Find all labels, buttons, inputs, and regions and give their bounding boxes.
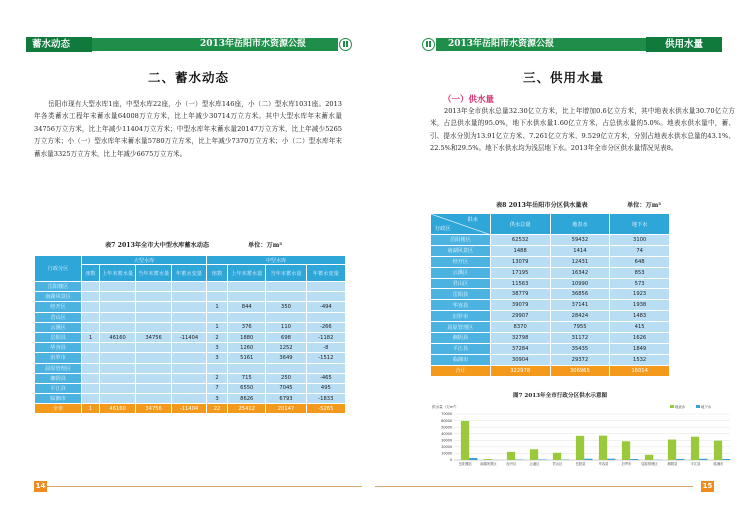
footer-rule	[44, 486, 362, 487]
table-cell: 32798	[490, 333, 550, 344]
table-cell	[100, 383, 136, 393]
table-cell: 715	[228, 373, 266, 383]
left-heading: 二、蓄水动态	[147, 70, 229, 85]
table-cell	[206, 282, 227, 292]
left-header-section: 蓄水动态	[26, 37, 92, 52]
table-cell	[136, 383, 172, 393]
row-name: 汨罗市	[35, 353, 82, 363]
table-cell: 1849	[610, 343, 670, 354]
table-cell: -465	[306, 373, 345, 383]
table-cell: 6550	[228, 383, 266, 393]
y-tick-label: 70000	[441, 412, 452, 417]
table-cell: 25412	[228, 404, 266, 414]
bar-ground	[538, 459, 546, 460]
table-cell: 7045	[266, 383, 306, 393]
table-cell: 8370	[490, 322, 550, 333]
table-cell	[306, 363, 345, 373]
bar-surface	[599, 436, 607, 460]
x-tick-label: 临湘市	[713, 462, 724, 466]
table-row	[35, 343, 346, 353]
bar-ground	[469, 458, 477, 460]
row-name: 君山区	[35, 312, 82, 322]
y-tick-label: 30000	[441, 438, 452, 443]
table-cell	[100, 322, 136, 332]
table-cell: 34756	[136, 332, 172, 342]
y-tick-label: 0	[449, 458, 452, 463]
table-cell: 62532	[490, 235, 550, 246]
legend-swatch	[670, 405, 674, 408]
table-total-row	[35, 404, 346, 414]
row-name: 岳阳县	[35, 332, 82, 342]
table-corner	[431, 214, 491, 235]
row-name: 平江县	[35, 383, 82, 393]
table-cell: 2	[206, 332, 227, 342]
row-name: 屈原管理区	[35, 363, 82, 373]
table-cell	[266, 312, 306, 322]
table-cell: -1512	[306, 353, 345, 363]
table-cell	[136, 353, 172, 363]
left-paragraph: 岳阳市现有大型水库1座，中型水库22座，小（一）型水库146座，小（二）型水库1031座。2013年各类蓄水工程年末蓄水量64008万立方米，比上年减少30714万立方米。其中大型水库年末蓄水量34756万立方米，比上年减少11404万立方米；中型水库年末蓄水量20147万立方米，比上年减少5265万立方米；小（一）型水库年末蓄水量5780万立方米，比上年减少7370万立方米；小（二）型水库年末蓄水量3325万立方米，比上年减少6675万立方米。	[34, 100, 342, 158]
legend-label: 地下水	[701, 405, 712, 409]
table-cell: 35435	[550, 343, 610, 354]
table-cell	[306, 292, 345, 302]
bar-surface	[461, 421, 469, 460]
water-logo-icon	[339, 38, 352, 51]
table-cell: 1626	[610, 333, 670, 344]
row-name: 南湖风景区	[431, 245, 491, 256]
table-cell: 3649	[266, 353, 306, 363]
right-page-number: 15	[702, 482, 713, 490]
legend-swatch	[696, 405, 700, 408]
table-row	[431, 343, 670, 354]
bar-surface	[622, 441, 630, 460]
table-cell	[172, 312, 207, 322]
table-cell: 74	[610, 245, 670, 256]
column-header: 当年末蓄水量	[266, 265, 306, 282]
left-header-title: 2013年岳阳市水资源公报	[92, 38, 338, 51]
table-cell	[228, 363, 266, 373]
table-cell: 1414	[550, 245, 610, 256]
table-cell: 31172	[550, 333, 610, 344]
table-cell	[136, 292, 172, 302]
water-logo-icon	[422, 38, 435, 51]
x-tick-label: 岳阳楼区	[458, 462, 473, 466]
table-cell: 1880	[228, 332, 266, 342]
table-cell: 1252	[266, 343, 306, 353]
table-cell: 17195	[490, 267, 550, 278]
table-cell: 1	[82, 332, 100, 342]
bar-ground	[699, 459, 707, 460]
left-table-unit: 单位：万m³	[248, 242, 283, 249]
bar-surface	[714, 441, 722, 460]
table-row	[35, 282, 346, 292]
table-cell	[100, 292, 136, 302]
table-cell: 16342	[550, 267, 610, 278]
column-header: 上年末蓄水量	[228, 265, 266, 282]
column-header: 年蓄水变量	[172, 265, 207, 282]
column-header: 上年末蓄水量	[100, 265, 136, 282]
table-cell: 37284	[490, 343, 550, 354]
row-name: 湘阴县	[431, 333, 491, 344]
table-cell	[306, 282, 345, 292]
table-cell: 1938	[610, 300, 670, 311]
table-cell	[266, 282, 306, 292]
column-header: 座数	[206, 265, 227, 282]
table-cell: 10990	[550, 278, 610, 289]
table-cell: 22	[206, 404, 227, 414]
x-tick-label: 屈原管理区	[641, 462, 658, 466]
table-total-row	[431, 365, 670, 376]
table-cell: -11404	[172, 404, 207, 414]
table-cell	[82, 282, 100, 292]
right-subheading: （一）供水量	[443, 95, 495, 105]
table-cell	[306, 312, 345, 322]
corner-bottom-label: 行政区	[435, 226, 451, 232]
table-cell	[82, 312, 100, 322]
row-name: 岳阳县	[431, 289, 491, 300]
table-cell: 322978	[490, 365, 550, 376]
table-cell: 853	[610, 267, 670, 278]
table-cell: 844	[228, 302, 266, 312]
table-cell: 1	[82, 404, 100, 414]
water-supply-table	[430, 213, 670, 377]
x-tick-label: 经开区	[506, 462, 517, 466]
table-cell: -266	[306, 322, 345, 332]
supply-bar-chart	[430, 402, 735, 476]
table-cell: 20147	[266, 404, 306, 414]
table-cell	[172, 302, 207, 312]
row-name: 湘阴县	[35, 373, 82, 383]
table-cell: 306965	[550, 365, 610, 376]
right-header-section: 供用水量	[646, 37, 722, 52]
table-corner: 行政分区	[35, 256, 82, 282]
table-row	[431, 289, 670, 300]
bar-ground	[584, 459, 592, 460]
row-name: 岳阳楼区	[35, 282, 82, 292]
table-row	[35, 353, 346, 363]
table-cell: -8	[306, 343, 345, 353]
x-tick-label: 湘阴县	[667, 462, 678, 466]
table-cell	[82, 322, 100, 332]
bar-ground	[676, 459, 684, 460]
table-cell: 415	[610, 322, 670, 333]
table-row	[431, 245, 670, 256]
table-cell	[82, 302, 100, 312]
table-cell: 1260	[228, 343, 266, 353]
y-tick-label: 20000	[441, 445, 452, 450]
left-table-caption: 表7 2013年全市大中型水库蓄水动态	[105, 242, 210, 249]
table-cell	[100, 353, 136, 363]
table-cell	[136, 363, 172, 373]
table-cell	[136, 373, 172, 383]
table-cell: 698	[266, 332, 306, 342]
table-row	[35, 394, 346, 404]
y-tick-label: 10000	[441, 451, 452, 456]
table-cell	[136, 312, 172, 322]
row-name: 临湘市	[431, 354, 491, 365]
x-tick-label: 华容县	[598, 462, 609, 466]
table-cell	[100, 343, 136, 353]
table-row	[35, 373, 346, 383]
x-tick-label: 岳阳县	[575, 462, 586, 466]
column-header: 当年末蓄水量	[136, 265, 172, 282]
bar-surface	[530, 449, 538, 460]
table-cell	[82, 394, 100, 404]
table-cell	[82, 383, 100, 393]
corner-top-label: 供水	[467, 217, 478, 223]
row-name: 华容县	[35, 343, 82, 353]
table-cell: 38779	[490, 289, 550, 300]
table-cell: 39079	[490, 300, 550, 311]
table-cell	[228, 282, 266, 292]
table-cell: 30904	[490, 354, 550, 365]
row-name: 全市	[35, 404, 82, 414]
table-cell: 29907	[490, 311, 550, 322]
y-tick-label: 50000	[441, 425, 452, 430]
table-cell	[172, 343, 207, 353]
table-cell: 16014	[610, 365, 670, 376]
row-name: 君山区	[431, 278, 491, 289]
table-cell: 37141	[550, 300, 610, 311]
legend-label: 地表水	[675, 405, 686, 409]
table-cell: 110	[266, 322, 306, 332]
table-cell	[172, 363, 207, 373]
table-cell: 3	[206, 353, 227, 363]
table-row	[35, 363, 346, 373]
table-cell	[82, 343, 100, 353]
table-cell	[136, 343, 172, 353]
table-row	[35, 292, 346, 302]
y-axis-label: 供水量（万m³）	[432, 405, 459, 409]
table-cell: 1488	[490, 245, 550, 256]
right-heading: 三、供用水量	[522, 70, 604, 85]
table-cell: 28424	[550, 311, 610, 322]
table-cell: 1923	[610, 289, 670, 300]
table-row	[35, 332, 346, 342]
table-cell	[172, 292, 207, 302]
x-tick-label: 南湖风景区	[480, 462, 497, 466]
bar-surface	[576, 436, 584, 460]
table-cell	[136, 322, 172, 332]
right-page	[375, 0, 750, 522]
table-cell	[100, 373, 136, 383]
table-row	[431, 256, 670, 267]
right-table-unit: 单位：万m³	[627, 202, 662, 209]
row-name: 经开区	[431, 256, 491, 267]
x-tick-label: 云溪区	[529, 462, 540, 466]
row-name: 平江县	[431, 343, 491, 354]
row-name: 华容县	[431, 300, 491, 311]
column-header: 地表水	[550, 214, 610, 235]
table-row	[431, 278, 670, 289]
table-cell	[266, 363, 306, 373]
bar-surface	[645, 455, 653, 460]
right-header-title: 2013年岳阳市水资源公报	[436, 38, 646, 51]
row-name: 南湖风景区	[35, 292, 82, 302]
table-cell: 250	[266, 373, 306, 383]
row-name: 岳阳楼区	[431, 235, 491, 246]
row-name: 汨罗市	[431, 311, 491, 322]
table-cell: 350	[266, 302, 306, 312]
table-cell	[172, 322, 207, 332]
column-header: 座数	[82, 265, 100, 282]
table-cell	[266, 292, 306, 302]
table-cell: 3	[206, 394, 227, 404]
table-cell: 1532	[610, 354, 670, 365]
footer-rule	[375, 486, 693, 487]
table-cell: 1	[206, 302, 227, 312]
row-name: 屈原管理区	[431, 322, 491, 333]
table-cell	[82, 363, 100, 373]
table-cell: -494	[306, 302, 345, 312]
table-row	[35, 312, 346, 322]
table-cell	[206, 363, 227, 373]
row-name: 经开区	[35, 302, 82, 312]
table-cell: 1	[206, 322, 227, 332]
table-cell	[100, 363, 136, 373]
table-cell	[100, 282, 136, 292]
table-cell: 3100	[610, 235, 670, 246]
table-row	[35, 383, 346, 393]
table-cell: 7955	[550, 322, 610, 333]
table-cell: 3	[206, 343, 227, 353]
table-cell: 8626	[228, 394, 266, 404]
reservoir-table	[34, 255, 346, 414]
table-cell: 46160	[100, 404, 136, 414]
left-page-number: 14	[35, 482, 46, 490]
table-cell: 7	[206, 383, 227, 393]
group-medium-header: 中型水库	[206, 256, 345, 265]
table-cell: -11404	[172, 332, 207, 342]
table-cell	[172, 383, 207, 393]
table-cell: 573	[610, 278, 670, 289]
table-cell	[206, 292, 227, 302]
table-cell: -1182	[306, 332, 345, 342]
table-cell: 6793	[266, 394, 306, 404]
x-tick-label: 平江县	[690, 462, 701, 466]
table-cell: -1833	[306, 394, 345, 404]
table-cell: 648	[610, 256, 670, 267]
row-name: 临湘市	[35, 394, 82, 404]
right-table-caption: 表8 2013年岳阳市分区供水量表	[496, 202, 588, 209]
bar-ground	[607, 459, 615, 460]
bar-surface	[553, 453, 561, 460]
table-row	[431, 267, 670, 278]
table-cell	[100, 312, 136, 322]
column-header: 年蓄水变量	[306, 265, 345, 282]
table-cell	[82, 373, 100, 383]
table-cell: 11563	[490, 278, 550, 289]
table-cell: 29372	[550, 354, 610, 365]
table-cell	[172, 394, 207, 404]
table-cell	[100, 394, 136, 404]
table-cell	[228, 292, 266, 302]
right-paragraph: 2013年全市供水总量32.30亿立方米，比上年增加0.6亿立方米，其中地表水供水量30.70亿立方米，占总供水量的95.0%，地下水供水量1.60亿立方米，占总供水量的5.0%。地表水供水量中，蓄、引、提水分别为13.91亿立方米、7.261亿立方米、9.529亿立方米，分别占地表水供水总量的43.1%、22.5%和29.5%。地下水供水均为浅层地下水。2013年全市分区供水量情况见表8。	[430, 107, 735, 153]
table-row	[431, 322, 670, 333]
table-cell	[136, 394, 172, 404]
table-cell: 495	[306, 383, 345, 393]
table-cell	[206, 312, 227, 322]
table-cell: 12431	[550, 256, 610, 267]
table-cell	[172, 373, 207, 383]
row-name: 云溪区	[35, 322, 82, 332]
table-cell: 13079	[490, 256, 550, 267]
table-cell: 2	[206, 373, 227, 383]
table-row	[431, 235, 670, 246]
table-cell: 5161	[228, 353, 266, 363]
table-row	[35, 322, 346, 332]
table-cell: 46160	[100, 332, 136, 342]
x-tick-label: 君山区	[552, 462, 563, 466]
table-row	[431, 311, 670, 322]
table-cell	[172, 282, 207, 292]
x-tick-label: 汨罗市	[621, 462, 632, 466]
table-cell: -5265	[306, 404, 345, 414]
bar-surface	[507, 452, 515, 460]
table-cell	[172, 353, 207, 363]
bar-ground	[722, 459, 730, 460]
bar-ground	[630, 459, 638, 460]
table-cell: 34756	[136, 404, 172, 414]
table-cell: 376	[228, 322, 266, 332]
table-cell	[228, 312, 266, 322]
table-cell	[100, 302, 136, 312]
column-header: 地下水	[610, 214, 670, 235]
table-row	[431, 333, 670, 344]
table-cell	[82, 292, 100, 302]
y-tick-label: 40000	[441, 431, 452, 436]
row-name: 云溪区	[431, 267, 491, 278]
bar-surface	[691, 437, 699, 460]
table-row	[35, 302, 346, 312]
y-tick-label: 60000	[441, 418, 452, 423]
table-cell	[136, 282, 172, 292]
table-cell	[136, 302, 172, 312]
table-cell: 1483	[610, 311, 670, 322]
table-cell: 59432	[550, 235, 610, 246]
table-row	[431, 354, 670, 365]
row-name: 合计	[431, 365, 491, 376]
table-cell	[82, 353, 100, 363]
table-row	[431, 300, 670, 311]
chart-caption: 图7 2013年全市行政分区供水示意图	[513, 393, 608, 399]
bar-surface	[668, 440, 676, 460]
bar-surface	[484, 459, 492, 460]
column-header: 供水总量	[490, 214, 550, 235]
table-cell: 36856	[550, 289, 610, 300]
group-large-header: 大型水库	[82, 256, 207, 265]
